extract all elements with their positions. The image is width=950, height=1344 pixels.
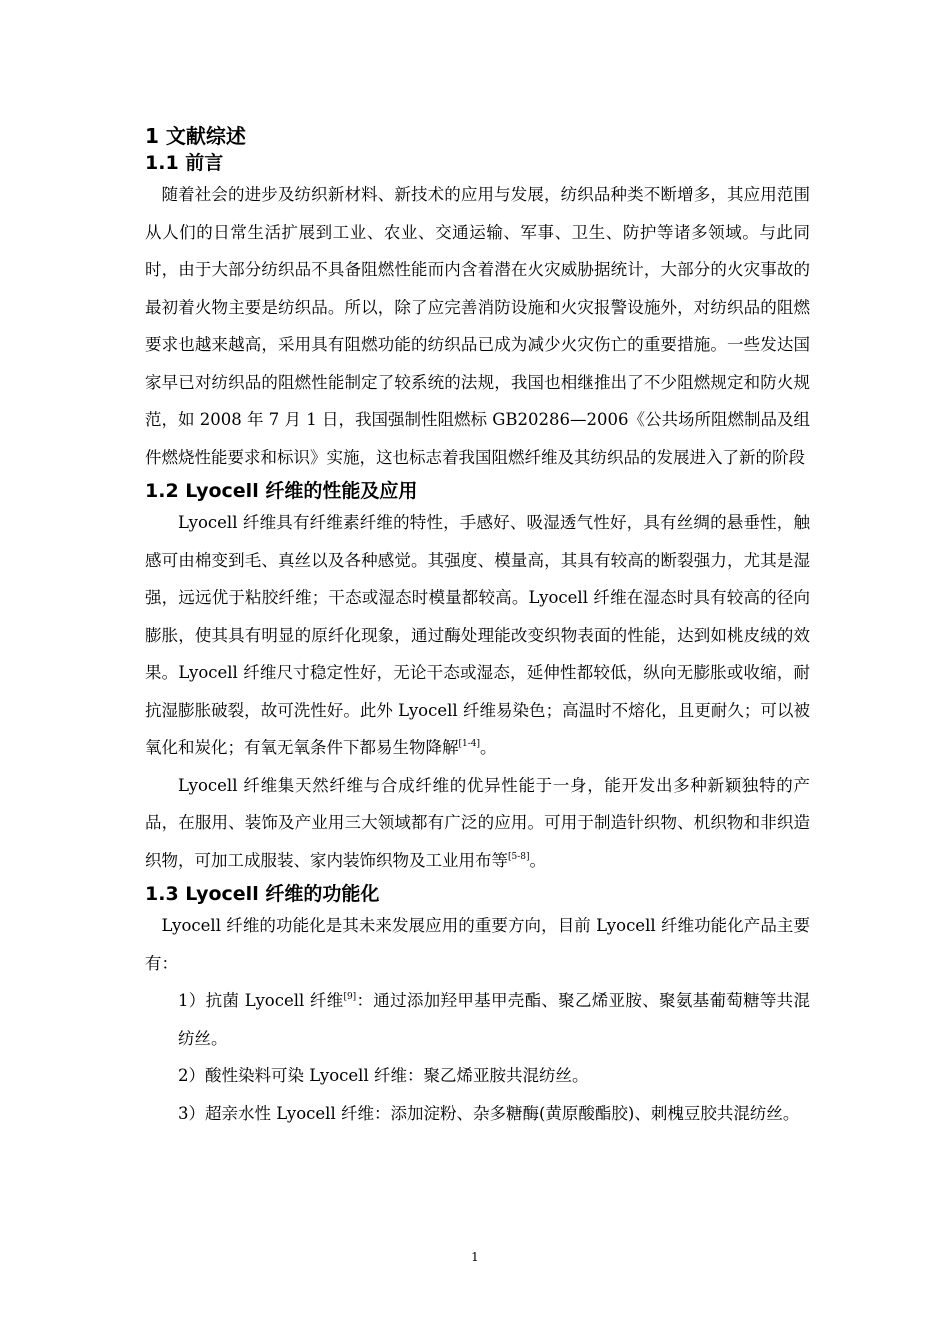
properties-paragraph-text: Lyocell 纤维具有纤维素纤维的特性，手感好、吸湿透气性好，具有丝绸的悬垂性，触感可由棉变到毛、真丝以及各种感觉。其强度、模量高，其具有较高的断裂强力，尤其是湿强，远远优于粘胶纤维；干态或湿态时模量都较高。Lyocell 纤维在湿态时具有较高的径向膨胀，使其具有明显的原纤化现象，通过酶处理能改变织物表面的性能，达到如桃皮绒的效果。Lyocell 纤维尺寸稳定性好，无论干态或湿态，延伸性都较低，纵向无膨胀或收缩，耐抗湿膨胀破裂，故可洗性好。此外 Lyocell 纤维易染色；高温时不熔化，且更耐久；可以被氧化和炭化；有氧无氧条件下都易生物降解: [145, 513, 810, 757]
list-item: [178, 1057, 810, 1095]
section-heading-lyocell-functionalization: 1.3 Lyocell 纤维的功能化: [145, 883, 380, 905]
preface-paragraph: 随着社会的进步及纺织新材料、新技术的应用与发展，纺织品种类不断增多，其应用范围从人们的日常生活扩展到工业、农业、交通运输、军事、卫生、防护等诸多领域。与此同时，由于大部分纺织品不具备阻燃性能而内含着潜在火灾威胁据统计，大部分的火灾事故的最初着火物主要是纺织品。所以，除了应完善消防设施和火灾报警设施外，对纺织品的阻燃要求也越来越高，采用具有阻燃功能的纺织品已成为减少火灾伤亡的重要措施。一些发达国家早已对纺织品的阻燃性能制定了较系统的法规，我国也相继推出了不少阻燃规定和防火规范，如 2008 年 7 月 1 日，我国强制性阻燃标 GB20286—2006《公共场所阻燃制品及组件燃烧性能要求和标识》实施，这也标志着我国阻燃纤维及其纺织品的发展进入了新的阶段: [145, 185, 810, 467]
citation-ref: [9]: [343, 992, 357, 1002]
list-item: [178, 982, 810, 1057]
section-heading-preface: 1.1 前言: [145, 152, 224, 174]
properties-paragraph: [145, 504, 810, 767]
page-number: 1: [471, 1250, 479, 1264]
citation-ref: [5-8]: [508, 851, 530, 862]
citation-ref: [1-4]: [458, 739, 481, 749]
applications-paragraph-end: 。: [529, 850, 547, 870]
list-item-text: 3）超亲水性 Lyocell 纤维：添加淀粉、杂多糖酶(黄原酸酯胶)、刺槐豆胶共混纺丝。: [178, 1103, 800, 1123]
list-item-text: 2）酸性染料可染 Lyocell 纤维：聚乙烯亚胺共混纺丝。: [178, 1066, 589, 1085]
chapter-heading: 1 文献综述: [145, 124, 246, 148]
list-item-text: ：通过添加羟甲基甲壳酯、聚乙烯亚胺、聚氨基葡萄糖等共混纺丝。: [178, 991, 810, 1048]
applications-paragraph: [145, 767, 810, 880]
applications-paragraph-text: Lyocell 纤维集天然纤维与合成纤维的优异性能于一身，能开发出多种新颖独特的产品，在服用、装饰及产业用三大领域都有广泛的应用。可用于制造针织物、机织物和非织造织物，可加工成服装、家内装饰织物及工业用布等: [145, 775, 810, 870]
document-page: [145, 122, 810, 1132]
section-heading-lyocell-properties: 1.2 Lyocell 纤维的性能及应用: [145, 480, 418, 502]
list-item: [178, 1095, 810, 1133]
list-item-text: 1）抗菌 Lyocell 纤维: [178, 991, 344, 1010]
properties-paragraph-end: 。: [480, 738, 497, 757]
functionalization-intro: Lyocell 纤维的功能化是其未来发展应用的重要方向，目前 Lyocell 纤维功能化产品主要有：: [145, 916, 810, 973]
